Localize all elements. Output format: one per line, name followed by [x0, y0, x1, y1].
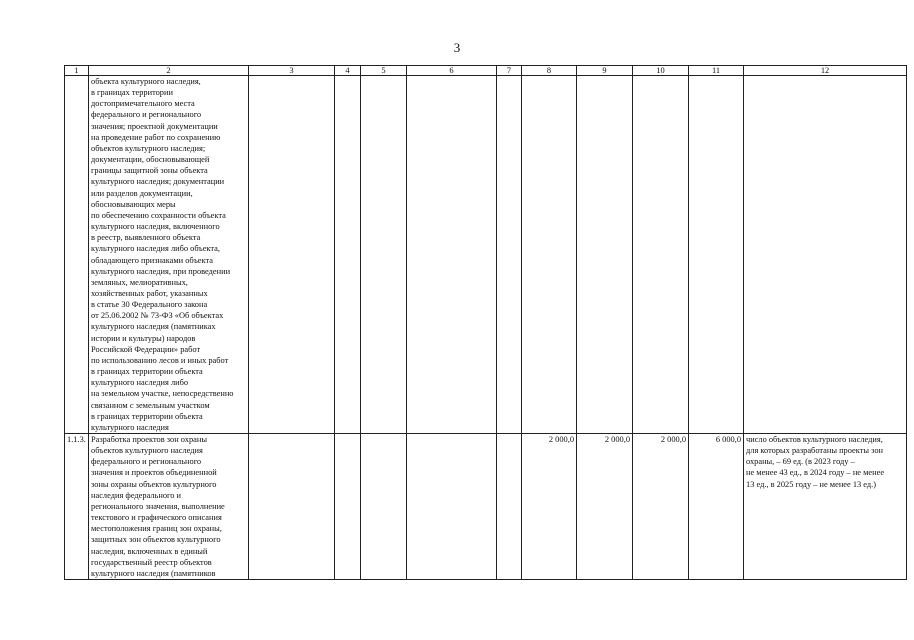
column-header: 11: [689, 66, 744, 76]
text-line: по обеспечению сохранности объекта: [91, 210, 226, 220]
empty-cell: [497, 76, 522, 434]
column-header: 6: [407, 66, 497, 76]
text-line: текстового и графического описания: [91, 513, 222, 523]
column-header: 2: [89, 66, 249, 76]
text-line: для которых разработаны проекты зон: [746, 446, 884, 456]
text-line: хозяйственных работ, указанных: [91, 288, 208, 298]
empty-cell: [335, 76, 361, 434]
text-line: значения; проектной документации: [91, 121, 218, 131]
text-line: государственный реестр объектов: [91, 557, 212, 567]
text-line: или разделов документации,: [91, 188, 193, 198]
empty-cell: [744, 76, 907, 434]
text-line: федерального и регионального: [91, 457, 202, 467]
empty-cell: [522, 76, 577, 434]
text-line: земляных, мелиоративных,: [91, 277, 188, 287]
page-number: 3: [453, 40, 461, 55]
empty-cell: [497, 434, 522, 580]
value-total: 6 000,0: [689, 434, 744, 580]
text-line: культурного наследия либо: [91, 378, 189, 388]
empty-cell: [361, 76, 407, 434]
text-line: культурного наследия: [91, 422, 169, 432]
description-lines: [91, 434, 246, 579]
empty-cell: [361, 434, 407, 580]
text-line: в границах территории объекта: [91, 367, 203, 377]
text-line: культурного наследия, включенного: [91, 222, 220, 232]
text-line: культурного наследия (памятниках: [91, 322, 216, 332]
empty-cell: [689, 76, 744, 434]
table-row-1-1-3: [65, 434, 907, 580]
text-line: на проведение работ по сохранению: [91, 132, 221, 142]
row-number-cell: [65, 76, 89, 434]
empty-cell: [249, 76, 335, 434]
text-line: обладающего признаками объекта: [91, 255, 213, 265]
text-line: регионального значения, выполнение: [91, 501, 225, 511]
text-line: объектов культурного наследия;: [91, 143, 206, 153]
value-2023: 2 000,0: [522, 434, 577, 580]
empty-cell: [633, 76, 689, 434]
column-header: 9: [577, 66, 633, 76]
column-header: 3: [249, 66, 335, 76]
text-line: защитных зон объектов культурного: [91, 535, 221, 545]
empty-cell: [407, 76, 497, 434]
empty-cell: [249, 434, 335, 580]
text-line: объектов культурного наследия: [91, 446, 203, 456]
text-line: не менее 43 ед., в 2024 году – не менее: [746, 468, 885, 478]
text-line: на земельном участке, непосредственно: [91, 389, 234, 399]
text-line: местоположения границ зон охраны,: [91, 524, 222, 534]
text-line: зоны охраны объектов культурного: [91, 479, 217, 489]
result-indicator-lines: [746, 434, 904, 490]
text-line: границы защитной зоны объекта: [91, 166, 208, 176]
column-header: 5: [361, 66, 407, 76]
text-line: истории и культуры) народов: [91, 333, 196, 343]
program-table: [64, 65, 907, 580]
empty-cell: [577, 76, 633, 434]
text-line: охраны, – 69 ед. (в 2023 году –: [746, 457, 855, 467]
text-line: по использованию лесов и иных работ: [91, 355, 229, 365]
row-number-cell: 1.1.3.: [65, 434, 89, 580]
column-header: 4: [335, 66, 361, 76]
result-indicator-cell: [744, 434, 907, 580]
column-header: 8: [522, 66, 577, 76]
text-line: 13 ед., в 2025 году – не менее 13 ед.): [746, 479, 877, 489]
text-line: культурного наследия либо объекта,: [91, 244, 220, 254]
column-header: 12: [744, 66, 907, 76]
text-line: наследия федерального и: [91, 490, 182, 500]
description-lines: [91, 76, 246, 433]
text-line: от 25.06.2002 № 73-ФЗ «Об объектах: [91, 311, 224, 321]
description-cell: [89, 76, 249, 434]
text-line: Российской Федерации» работ: [91, 344, 201, 354]
text-line: обосновывающих меры: [91, 199, 176, 209]
text-line: федерального и регионального: [91, 110, 202, 120]
text-line: культурного наследия (памятников: [91, 568, 216, 578]
text-line: в реестр, выявленного объекта: [91, 233, 201, 243]
value-2025: 2 000,0: [633, 434, 689, 580]
empty-cell: [335, 434, 361, 580]
text-line: Разработка проектов зон охраны: [91, 435, 207, 444]
text-line: культурного наследия; документации: [91, 177, 225, 187]
column-header: 10: [633, 66, 689, 76]
column-header: 1: [65, 66, 89, 76]
text-line: в границах территории: [91, 88, 173, 98]
text-line: наследия, включенных в единый: [91, 546, 208, 556]
empty-cell: [407, 434, 497, 580]
value-2024: 2 000,0: [577, 434, 633, 580]
text-line: значения и проектов объединенной: [91, 468, 217, 478]
text-line: в границах территории объекта: [91, 411, 203, 421]
text-line: документации, обосновывающей: [91, 155, 210, 165]
column-header: 7: [497, 66, 522, 76]
text-line: культурного наследия, при проведении: [91, 266, 231, 276]
text-line: достопримечательного места: [91, 99, 195, 109]
column-header-row: [65, 66, 907, 76]
text-line: число объектов культурного наследия,: [746, 435, 883, 444]
text-line: объекта культурного наследия,: [91, 77, 201, 86]
table-row-continuation: [65, 76, 907, 434]
text-line: связанном с земельным участком: [91, 400, 210, 410]
text-line: в статье 30 Федерального закона: [91, 300, 208, 310]
description-cell: [89, 434, 249, 580]
